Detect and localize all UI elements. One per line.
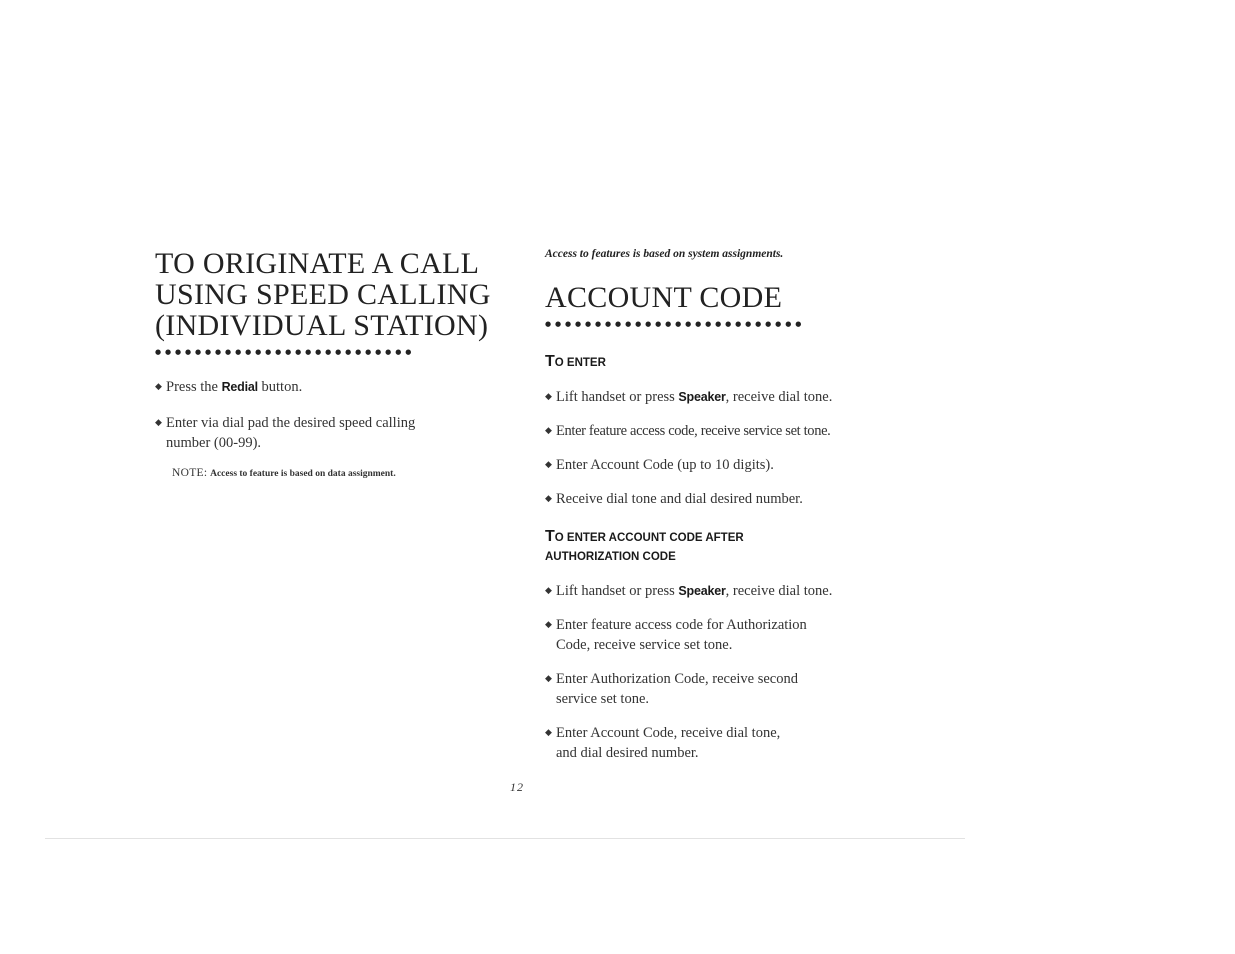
bullet-text: Press the [166,379,222,395]
list-item [545,723,905,763]
bullet-text: Enter Account Code (up to 10 digits). [556,457,774,473]
diamond-bullet-icon: ◆ [545,460,552,470]
diamond-bullet-icon: ◆ [545,426,552,436]
heading-text: O ENTER ACCOUNT CODE AFTER [554,532,744,544]
speed-calling-title [155,248,505,341]
heading-text: AUTHORIZATION CODE [545,551,676,563]
bullet-text: , receive dial tone. [725,389,833,405]
title-line-2: USING SPEED CALLING [155,278,491,311]
bullet-text: Code, receive service set tone. [556,637,733,653]
list-item [545,581,905,601]
bullet-text: Enter feature access code, receive service set tone. [556,423,831,439]
diamond-bullet-icon: ◆ [545,392,552,402]
bullet-text: Lift handset or press [556,389,679,405]
list-item [545,421,905,441]
account-code-title: ACCOUNT CODE [545,281,783,314]
page-edge-rule [45,838,965,839]
bullet-text: service set tone. [556,691,650,707]
list-item [545,387,905,407]
access-note: Access to features is based on system assignments. [545,248,784,260]
redial-key-label: Redial [221,380,258,394]
bullet-text: number (00-99). [166,435,262,451]
list-item [545,615,905,655]
heading-cap: T [545,528,555,545]
list-item [155,377,505,397]
right-column [545,248,905,763]
bullet-text: and dial desired number. [556,745,699,761]
section-heading-to-enter [545,352,905,373]
bullet-text: button. [257,379,303,395]
note-label: NOTE: [172,467,208,479]
diamond-bullet-icon: ◆ [155,418,162,428]
section-heading-after-authorization [545,527,905,567]
dotted-divider: ●●●●●●●●●●●●●●●●●●●●●●●●●● [155,348,416,356]
diamond-bullet-icon: ◆ [545,620,552,630]
left-column [155,248,505,479]
title-line-3: (INDIVIDUAL STATION) [155,309,489,342]
bullet-text: , receive dial tone. [725,583,833,599]
bullet-text: Enter Authorization Code, receive second [556,671,798,687]
page-number: 12 [510,780,524,794]
bullet-text: Enter feature access code for Authorization [556,617,807,633]
heading-text: O ENTER [554,357,606,369]
note [155,467,505,479]
diamond-bullet-icon: ◆ [545,728,552,738]
speaker-key-label: Speaker [678,390,726,404]
speaker-key-label: Speaker [678,584,726,598]
diamond-bullet-icon: ◆ [545,586,552,596]
bullet-text: Enter via dial pad the desired speed calling [166,415,416,431]
bullet-text: Lift handset or press [556,583,679,599]
diamond-bullet-icon: ◆ [155,382,162,392]
bullet-text: Receive dial tone and dial desired number. [556,491,803,507]
list-item [545,669,905,709]
bullet-text: Enter Account Code, receive dial tone, [556,725,781,741]
note-text: Access to feature is based on data assignment. [210,469,396,479]
dotted-divider: ●●●●●●●●●●●●●●●●●●●●●●●●●● [545,320,806,328]
heading-cap: T [545,353,555,370]
list-item [545,489,905,509]
diamond-bullet-icon: ◆ [545,494,552,504]
list-item [545,455,905,475]
title-line-1: TO ORIGINATE A CALL [155,247,480,280]
diamond-bullet-icon: ◆ [545,674,552,684]
list-item [155,413,505,453]
